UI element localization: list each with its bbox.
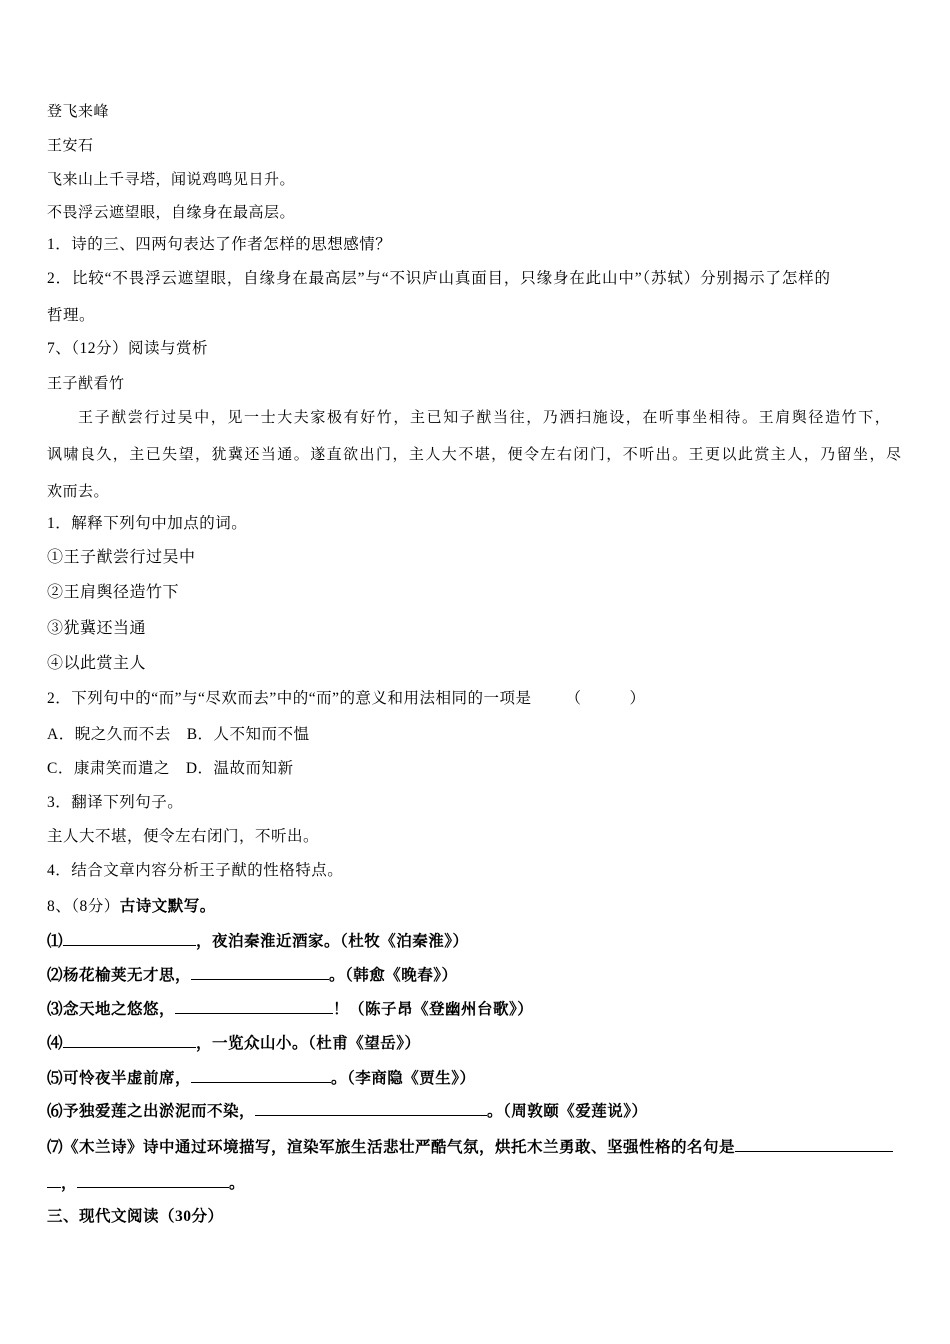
sub-question-1: 1．解释下列句中加点的词。: [47, 515, 248, 532]
poem-question-2-line-1: 2．比较“不畏浮云遮望眼，自缘身在最高层”与“不识庐山真面目，只缘身在此山中”（苏轼）分别揭示了怎样的: [47, 270, 831, 287]
item-1-text: ，夜泊秦淮近酒家。（杜牧《泊秦淮》）: [196, 933, 469, 950]
answer-blank-5[interactable]: [191, 1067, 331, 1083]
poem-author: 王安石: [47, 136, 94, 154]
options-c-d: C．康肃笑而遣之 D．温故而知新: [47, 760, 294, 777]
item-7-text-before: ⑺《木兰诗》诗中通过环境描写，渲染军旅生活悲壮严酷气氛，烘托木兰勇敢、坚强性格的名句是: [47, 1139, 736, 1156]
recitation-item-2: [47, 964, 458, 986]
poem-question-1: 1．诗的三、四两句表达了作者怎样的思想感情？: [47, 236, 392, 253]
word-item-3: ③犹冀还当通: [47, 620, 147, 637]
passage-title: 王子猷看竹: [47, 374, 125, 392]
item-6-text-after: 。（周敦颐《爱莲说》）: [487, 1103, 648, 1120]
item-6-text-before: ⑹予独爱莲之出淤泥而不染，: [47, 1103, 256, 1120]
poem-title: 登飞来峰: [47, 102, 110, 120]
item-5-text-before: ⑸可怜夜半虚前席，: [47, 1070, 192, 1087]
options-a-b: A．睨之久而不去 B．人不知而不愠: [47, 726, 310, 743]
item-5-text-after: 。（李商隐《贾生》）: [331, 1070, 476, 1087]
word-item-2: ②王肩舆径造竹下: [47, 584, 180, 601]
answer-blank-7a[interactable]: [735, 1136, 893, 1152]
sub-question-3: 3．翻译下列句子。: [47, 794, 184, 811]
question-8-heading: [47, 897, 216, 917]
recitation-item-3: [47, 998, 533, 1020]
section-3-heading: 三、现代文阅读（30分）: [47, 1208, 224, 1225]
sub-question-4: 4．结合文章内容分析王子猷的性格特点。: [47, 862, 344, 879]
answer-blank-3[interactable]: [175, 998, 333, 1014]
item-7-end: 。: [229, 1175, 246, 1192]
item-3-text-before: ⑶念天地之悠悠，: [47, 1001, 176, 1018]
passage-line-3: 欢而去。: [47, 482, 110, 500]
answer-parentheses: （ ）: [565, 690, 646, 707]
answer-blank-7b[interactable]: [77, 1172, 229, 1188]
item-2-text-before: ⑵杨花榆荚无才思，: [47, 967, 192, 984]
item-7-comma: ，: [61, 1175, 78, 1192]
recitation-item-4: [47, 1032, 421, 1054]
sub-question-2: [47, 689, 646, 709]
recitation-item-5: [47, 1067, 476, 1089]
question-7-heading: 7、（12分）阅读与赏析: [47, 340, 209, 357]
poem-line-1: 飞来山上千寻塔，闻说鸡鸣见日升。: [47, 170, 296, 188]
answer-blank-4[interactable]: [63, 1032, 196, 1048]
question-8-title: 古诗文默写。: [119, 898, 216, 915]
item-2-text-after: 。（韩愈《晚春》）: [329, 967, 458, 984]
answer-blank-2[interactable]: [191, 964, 329, 980]
sub-question-2-text: 2．下列句中的“而”与“尽欢而去”中的“而”的意义和用法相同的一项是: [47, 690, 532, 707]
recitation-item-7: [47, 1136, 893, 1158]
word-item-4: ④以此赏主人: [47, 655, 147, 672]
answer-blank-1[interactable]: [63, 930, 196, 946]
recitation-item-7-continued: [47, 1172, 245, 1194]
item-3-text-after: ！（陈子昂《登幽州台歌》）: [333, 1001, 534, 1018]
sub-question-3-sentence: 主人大不堪，便令左右闭门，不听出。: [47, 828, 320, 845]
question-8-prefix: 8、（8分）: [47, 898, 120, 915]
answer-blank-6[interactable]: [255, 1100, 487, 1116]
poem-line-2: 不畏浮云遮望眼，自缘身在最高层。: [47, 203, 296, 221]
item-4-number: ⑷: [47, 1035, 64, 1052]
item-1-number: ⑴: [47, 933, 64, 950]
recitation-item-1: [47, 930, 469, 952]
answer-blank-7a-end[interactable]: [47, 1172, 61, 1188]
item-4-text: ，一览众山小。（杜甫《望岳》）: [196, 1035, 421, 1052]
passage-line-1: 王子猷尝行过吴中，见一士大夫家极有好竹，主已知子猷当往，乃洒扫施设，在听事坐相待。王肩舆径造竹下，: [78, 408, 892, 426]
poem-question-2-line-2: 哲理。: [47, 307, 96, 324]
passage-line-2: 讽啸良久，主已失望，犹冀还当通。遂直欲出门，主人大不堪，便令左右闭门，不听出。王更以此赏主人，乃留坐，尽: [47, 445, 903, 463]
word-item-1: ①王子猷尝行过吴中: [47, 549, 196, 566]
recitation-item-6: [47, 1100, 648, 1122]
